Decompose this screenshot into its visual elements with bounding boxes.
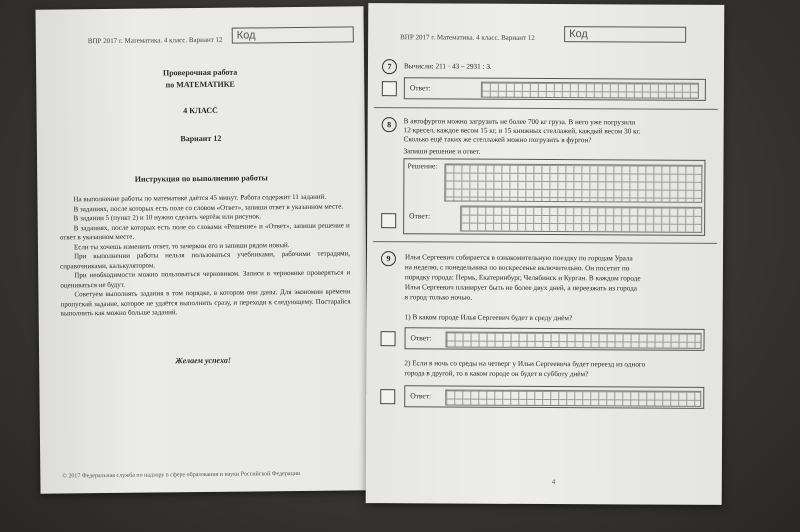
instructions-page (35, 6, 368, 493)
task-8-solution-grid[interactable] (444, 163, 702, 202)
page-number: 4 (551, 478, 556, 487)
task-9-q2-answer-box (404, 385, 704, 409)
variant-heading: Вариант 12 (180, 133, 222, 144)
task-8-solution-label: Решение: (407, 161, 438, 171)
task-8-solution-box (403, 158, 705, 236)
task-9-q1-answer-label: Ответ: (410, 333, 432, 343)
grade-heading: 4 КЛАСС (183, 105, 218, 116)
instr-paragraph: При выполнении работы нельзя пользоваться учебниками, рабочими тетрадями, справочниками, калькулятором. (60, 249, 351, 270)
code-field[interactable]: Код (564, 26, 686, 43)
task-7-score-box[interactable] (382, 81, 397, 96)
instr-paragraph: Советуем выполнять задания в том порядке, в котором они даны. Для экономии времени пропускай задание, которое не удаётся выполнить сразу, и переходи к следующему. Постарайся выполнить как можно больше заданий. (60, 287, 351, 318)
instr-paragraph: На выполнение работы по математике даётся 45 минут. Работа содержит 11 заданий. (73, 192, 327, 204)
task-9-line-2: на неделю, с понедельника по воскресенье включительно. Он посетит по (404, 263, 630, 273)
instr-paragraph: При необходимости можно пользоваться черновиком. Записи в черновике проверяться и оцениваться не будут. (60, 268, 351, 289)
task-9-q2-answer-label: Ответ: (410, 391, 432, 401)
task-8-answer-label: Ответ: (409, 211, 431, 221)
task-8-score-box[interactable] (381, 213, 396, 228)
task-8-line-3: Сколько ещё таких же стеллажей можно погрузить в фургон? (403, 135, 592, 145)
instructions-title: Инструкция по выполнению работы (134, 173, 268, 184)
task-7-text: Вычисли: 211 · 43 – 2931 : 3. (403, 62, 492, 71)
tasks-page (366, 3, 725, 505)
task-9-question-2-line-2: города в другой, то в каком городе он будет в субботу днём? (404, 369, 589, 379)
instructions-text (59, 192, 350, 319)
instr-paragraph: Если ты хочешь изменить ответ, то зачеркни его и запиши рядом новый. (73, 240, 290, 251)
instr-paragraph: В задании 5 (пункт 2) и 10 нужно сделать чертёж или рисунок. (73, 212, 262, 223)
code-field[interactable]: Код (232, 26, 354, 43)
task-9-question-2-line-1: 2) Если в ночь со среды на четверг у Ильи Сергеевича будет переезд из одного (404, 359, 646, 369)
copyright-footer: © 2017 Федеральная служба по надзору в сфере образования и науки Российской Федерации (62, 470, 301, 480)
task-8-number: 8 (382, 117, 397, 132)
task-9-line-4: Илья Сергеевич планирует быть не более двух дней, а переезжать из города (404, 283, 638, 293)
good-luck-text: Желаем успеха! (175, 355, 232, 366)
task-7-answer-label: Ответ: (409, 83, 431, 93)
task-8-line-1: В автофургон можно загрузить не более 700 кг груза. В него уже погрузили (403, 117, 636, 127)
task-7-answer-box (404, 77, 706, 101)
task-8-instruction: Запиши решение и ответ. (403, 147, 481, 156)
task-8-answer-grid[interactable] (460, 206, 702, 233)
task-9-line-1: Илья Сергеевич собирается в ознакомительную поездку по городам Урала (404, 253, 633, 263)
task-8-line-2: 12 кресел, каждое весом 15 кг, и 15 книжных стеллажей, каждый весом 30 кг. (403, 126, 641, 136)
task-9-question-1: 1) В каком городе Илья Сергеевич будет в среду днём? (404, 313, 573, 323)
title-line2: по МАТЕМАТИКЕ (165, 79, 235, 90)
task-7-number: 7 (382, 59, 397, 74)
task-9-q2-answer-grid[interactable] (445, 389, 701, 406)
separator (373, 241, 717, 244)
task-7-answer-grid[interactable] (481, 82, 699, 99)
task-9-line-5: в город только ночью. (404, 293, 473, 302)
task-9-q1-score-box[interactable] (381, 331, 396, 346)
title-line1: Проверочная работа (162, 67, 238, 78)
separator (374, 107, 718, 110)
task-9-q1-answer-grid[interactable] (446, 331, 702, 348)
page-header: ВПР 2017 г. Математика. 4 класс. Вариант 12 (400, 33, 535, 42)
instr-paragraph: В заданиях, после которых есть поле со словом «Ответ», запиши ответ в указанном месте. (73, 202, 344, 213)
task-9-number: 9 (381, 251, 396, 266)
instr-paragraph: В заданиях, после которых есть поле со словами «Решение» и «Ответ», запиши решение и ответ в указанном месте. (59, 220, 350, 242)
task-9-line-3: порядку города: Пермь, Екатеринбург, Челябинск и Курган. В каждом городе (404, 273, 641, 283)
task-9-q1-answer-box (404, 327, 704, 351)
page-header: ВПР 2017 г. Математика. 4 класс. Вариант 12 (87, 35, 223, 46)
task-9-q2-score-box[interactable] (380, 389, 395, 404)
